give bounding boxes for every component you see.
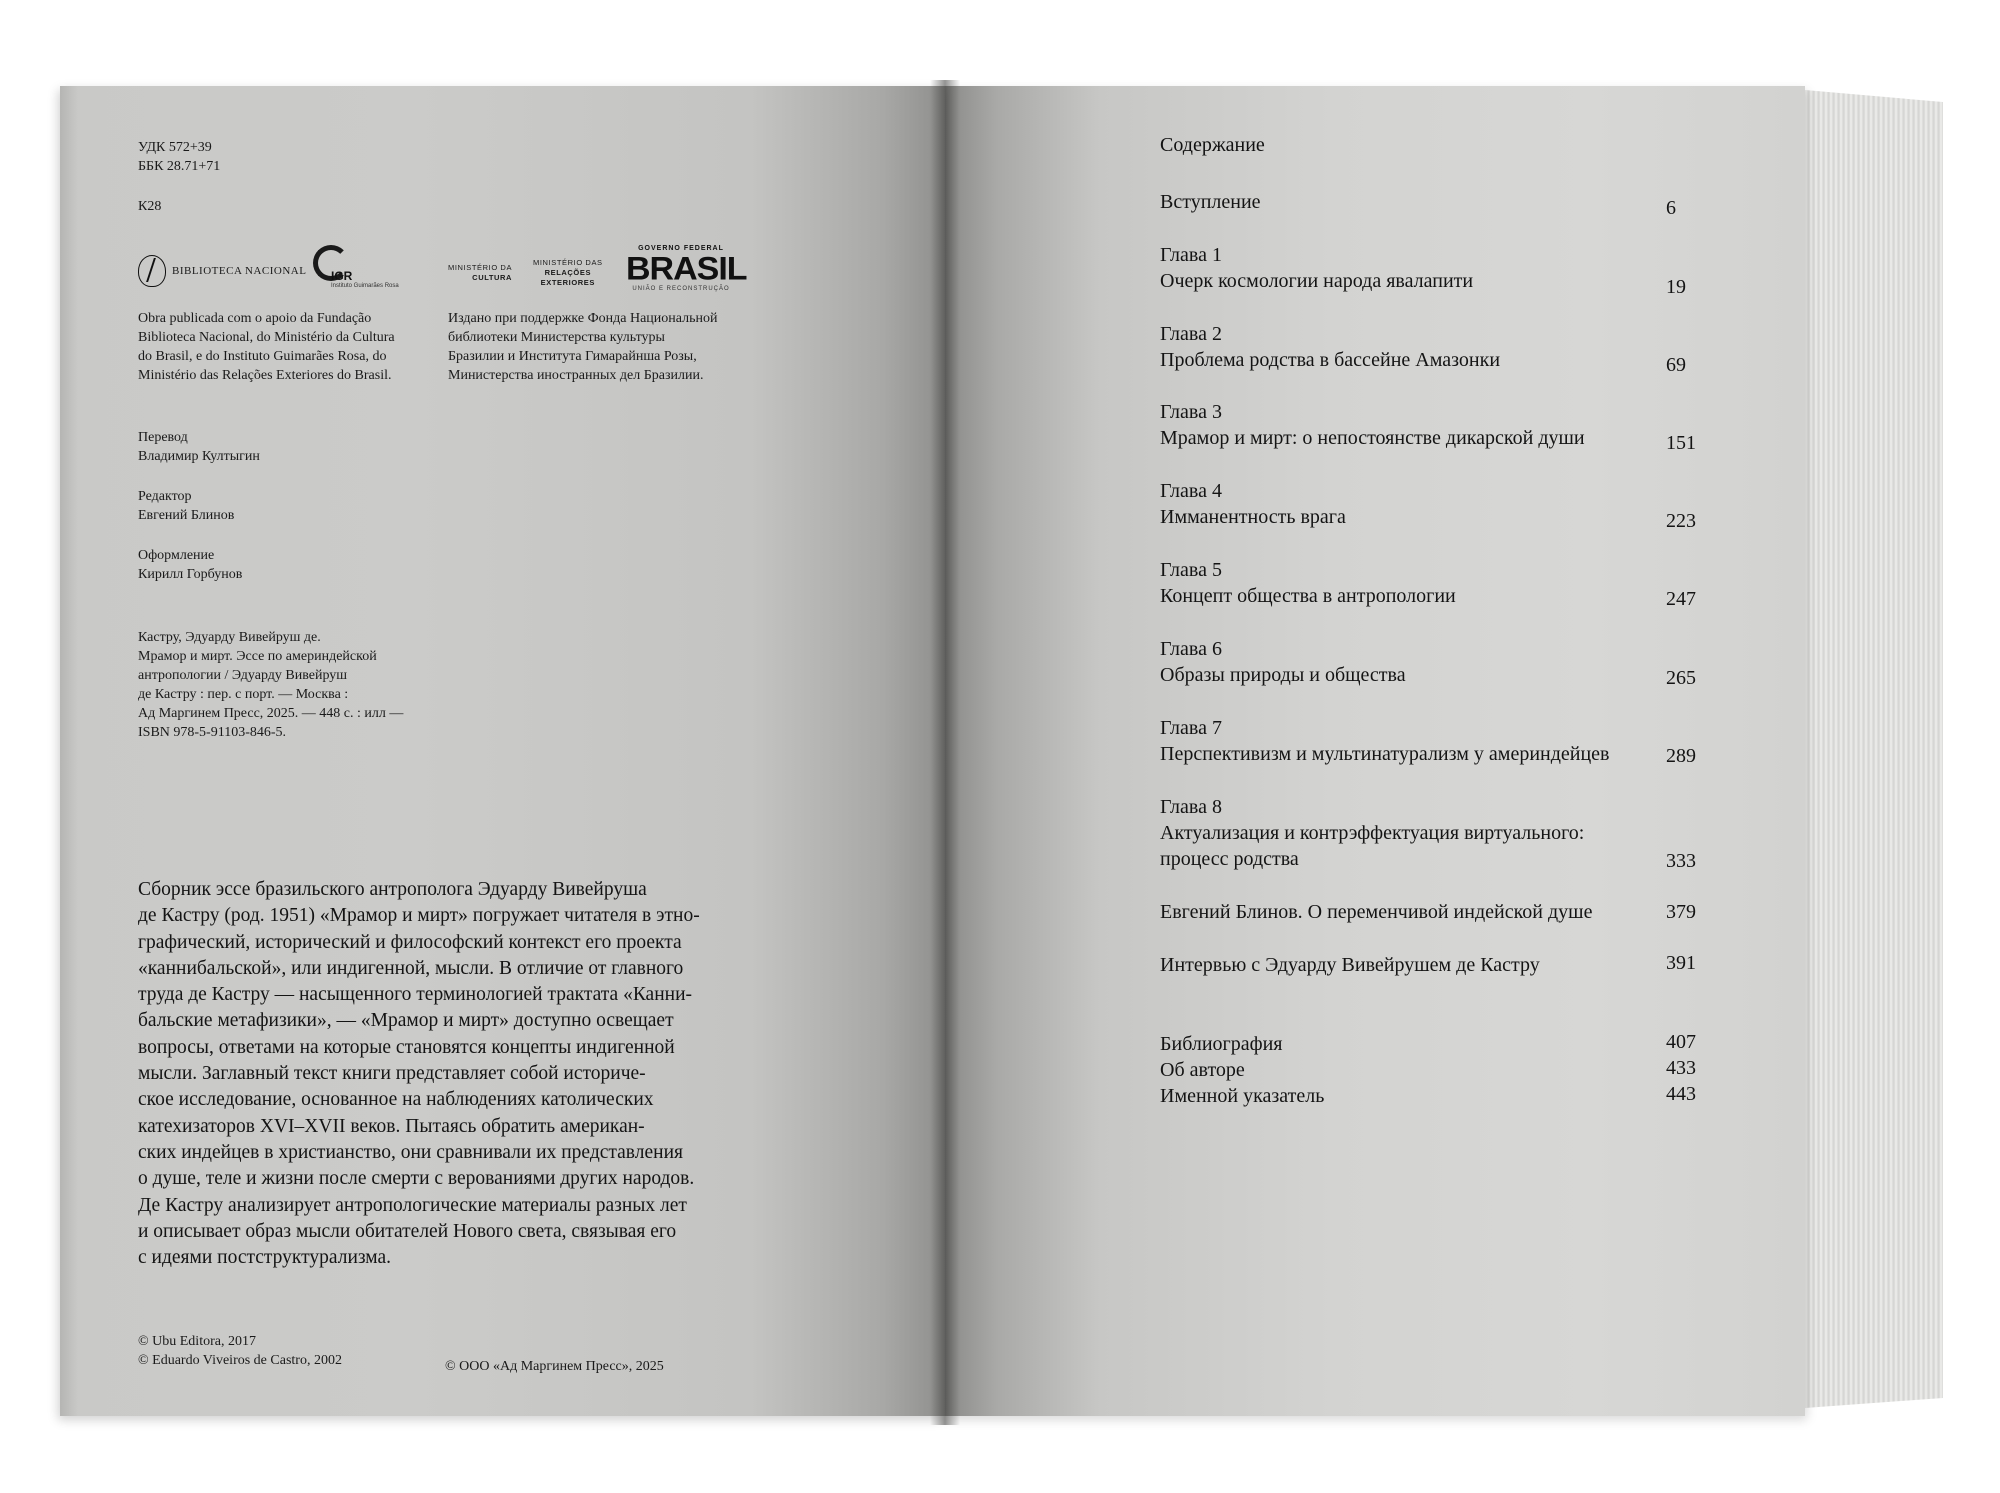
toc-entry-chapter-2: Глава 2 Проблема родства в бассейне Амазонки [1160,323,1501,371]
bbk-line: ББК 28.71+71 [138,159,221,174]
toc-entry-bibliography: Библиография [1160,1033,1283,1055]
toc-entry-name-index: Именной указатель [1160,1085,1325,1107]
toc-title: Содержание [1160,134,1265,156]
toc-page-number: 151 [1666,432,1696,454]
igr-logo: IGR Instituto Guimarães Rosa [313,245,403,295]
credit-design: Оформление Кирилл Горбунов [138,548,243,582]
toc-page-number: 379 [1666,901,1696,923]
book-gutter [930,80,960,1425]
page-edges [1805,90,1943,1408]
toc-entry-intro: Вступление [1160,191,1261,213]
credits [138,428,260,605]
toc-entry-blinov-essay: Евгений Блинов. О переменчивой индейской душе [1160,901,1593,923]
biblioteca-nacional-logo: BIBLIOTECA NACIONAL [138,255,306,287]
bibliographic-record: Кастру, Эдуарду Вивейруш де. Мрамор и мирт. Эссе по америндейской антропологии / Эдуарду Вивейруш де Кастру : пер. с порт. — Москва : Ад Маргинем Пресс, 2025. — 448 с. : илл — ISBN 978-5-91103-846-5. [138,630,404,740]
toc-entry-about-author: Об авторе [1160,1059,1245,1081]
toc-entry-chapter-8: Глава 8 Актуализация и контрэффектуация виртуального: процесс родства [1160,796,1585,870]
support-note-portuguese: Obra publicada com o apoio da Fundação Biblioteca Nacional, do Ministério da Cultura do Brasil, e do Instituto Guimarães Rosa, do Ministério das Relações Exteriores do Brasil. [138,311,395,383]
toc-entry-chapter-4: Глава 4 Имманентность врага [1160,480,1346,528]
toc-entry-chapter-6: Глава 6 Образы природы и общества [1160,638,1406,686]
support-note-russian: Издано при поддержке Фонда Национальной библиотеки Министерства культуры Бразилии и Института Гимарайнша Розы, Министерства иностранных дел Бразилии. [448,311,718,383]
toc-page-number: 407 [1666,1031,1696,1053]
udk-line: УДК 572+39 [138,140,212,155]
udk-block [138,138,220,176]
toc-page-number: 6 [1666,197,1676,219]
toc-entry-chapter-3: Глава 3 Мрамор и мирт: о непостоянстве дикарской души [1160,401,1585,449]
copyright-originals: © Ubu Editora, 2017 © Eduardo Viveiros de Castro, 2002 [138,1334,342,1368]
toc-page-number: 433 [1666,1057,1696,1079]
ministerio-cultura-logo: MINISTÉRIO DA CULTURA [448,263,513,282]
sponsor-logos [138,245,747,305]
toc-entry-interview: Интервью с Эдуарду Вивейрушем де Кастру [1160,954,1540,976]
toc-page-number: 247 [1666,588,1696,610]
toc-page-number: 69 [1666,354,1686,376]
toc-page-number: 391 [1666,952,1696,974]
governo-brasil-logo: GOVERNO FEDERAL BRASIL UNIÃO E RECONSTRUÇÃO [626,245,747,292]
toc-page-number: 289 [1666,745,1696,767]
toc-entry-chapter-5: Глава 5 Концепт общества в антропологии [1160,559,1456,607]
toc-page-number: 333 [1666,850,1696,872]
credit-editor: Редактор Евгений Блинов [138,489,235,523]
credit-translator: Перевод Владимир Култыгин [138,430,260,464]
toc-entry-chapter-7: Глава 7 Перспективизм и мультинатурализм у америндейцев [1160,717,1610,765]
copyright-publisher: © ООО «Ад Маргинем Пресс», 2025 [445,1359,664,1374]
toc-page-number: 223 [1666,510,1696,532]
toc-page-number: 19 [1666,276,1686,298]
ministerio-relacoes-logo: MINISTÉRIO DAS RELAÇÕES EXTERIORES [533,258,603,287]
toc-page-number: 265 [1666,667,1696,689]
bn-icon [138,255,166,287]
book-annotation: Сборник эссе бразильского антрополога Эдуарду Вивейруша де Кастру (род. 1951) «Мрамор и мирт» погружает читателя в этно- графический, исторический и философский контекст его проекта «каннибальской», или индигенной, мысли. В отличие от главного труда де Кастру — насыщенного терминологией трактата «Канни- бальские метафизики», — «Мрамор и мирт» доступно освещает вопросы, ответами на которые становятся концепты индигенной мысли. Заглавный текст книги представляет собой историче- ское исследование, основанное на наблюдениях католических катехизаторов XVI–XVII веков. Пытаясь обратить американ- ских индейцев в христианство, они сравнивали их представления о душе, теле и жизни после смерти с верованиями других народов. Де Кастру анализирует антропологические материалы разных лет и описывает образ мысли обитателей Нового света, связывая его с идеями постструктурализма. [138,879,700,1269]
toc-page-number: 443 [1666,1083,1696,1105]
author-mark: К28 [138,199,162,214]
toc-entry-chapter-1: Глава 1 Очерк космологии народа явалапити [1160,244,1474,292]
